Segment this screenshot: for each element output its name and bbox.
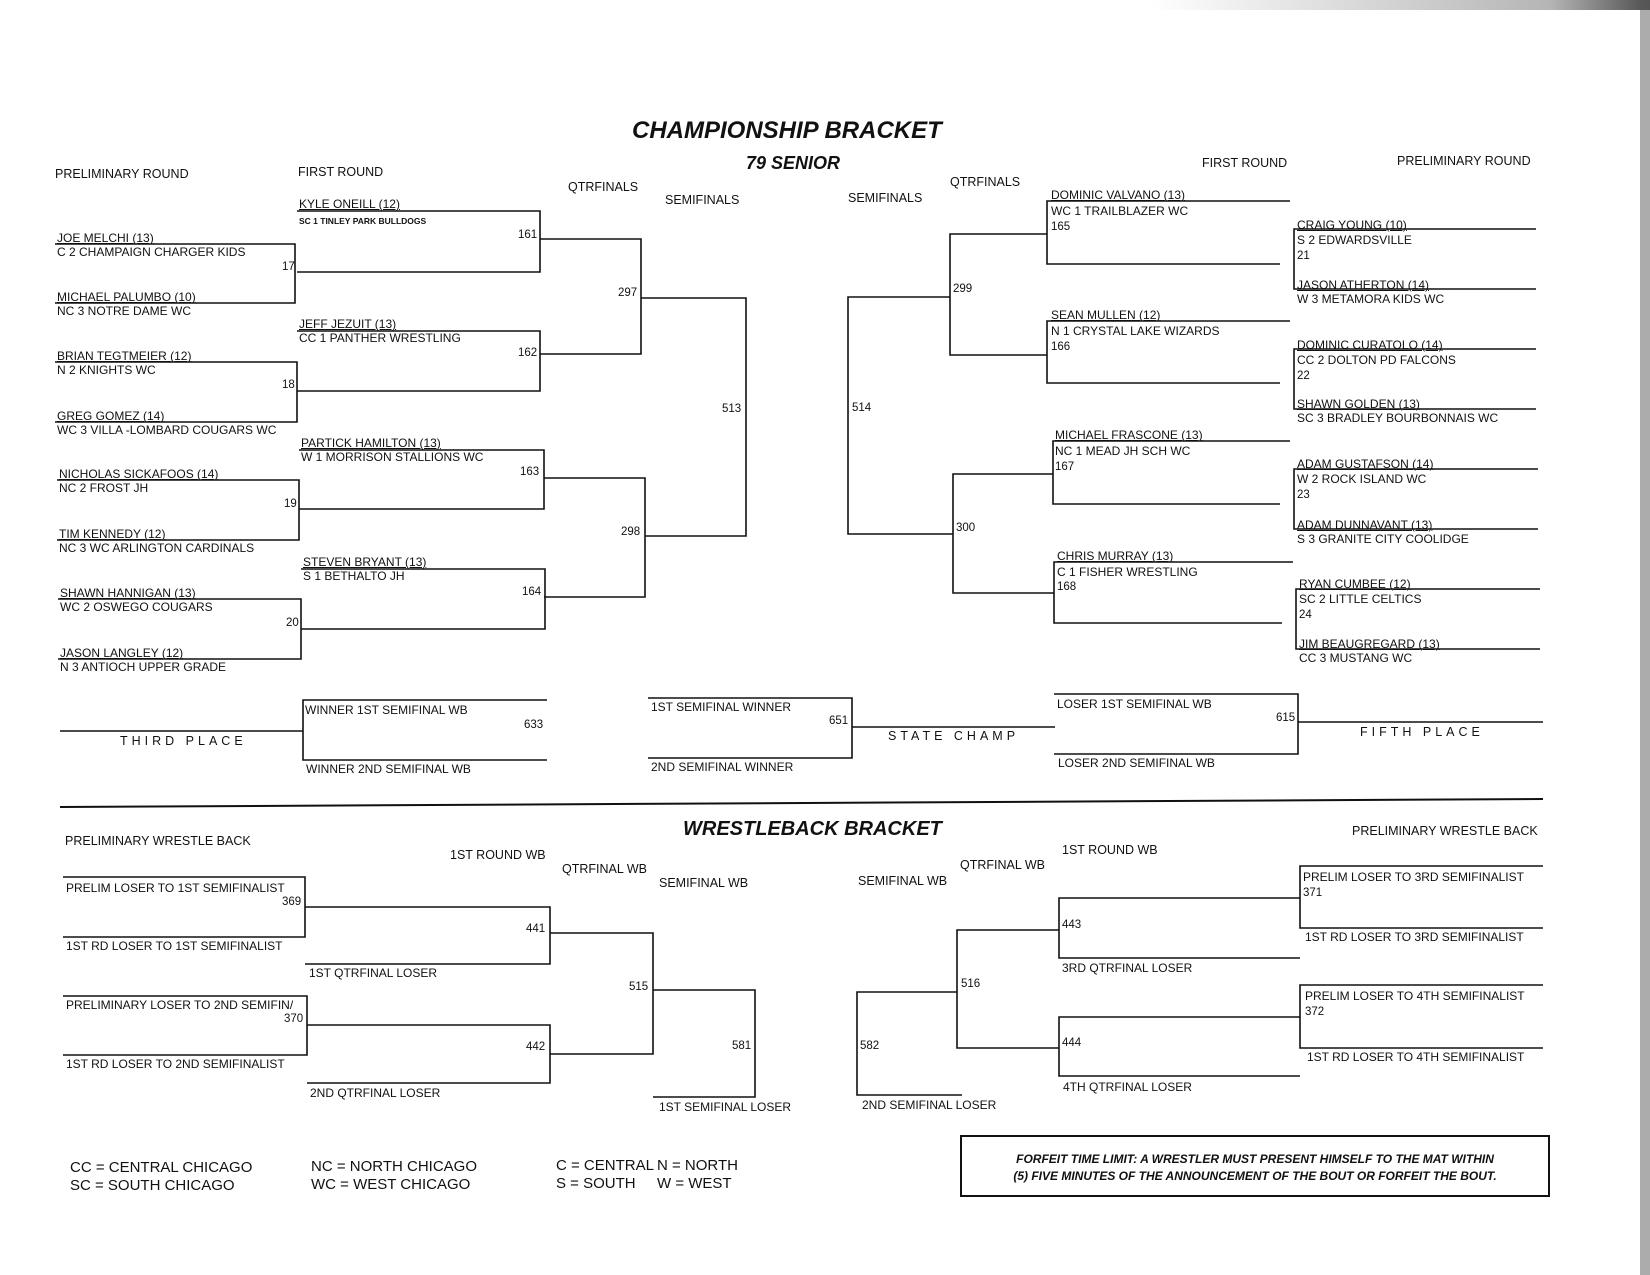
legend-s: S = SOUTH [556,1175,636,1192]
legend-wc: WC = WEST CHICAGO [311,1176,471,1193]
wrestler-name: GREG GOMEZ (14) [57,409,165,423]
fifth-place-label: FIFTH PLACE [1360,725,1484,739]
wrestler-club: N 3 ANTIOCH UPPER GRADE [60,660,227,674]
final-top-slot: 1ST SEMIFINAL WINNER [651,700,792,714]
bout-number: 300 [956,522,976,534]
wrestler-club: W 3 METAMORA KIDS WC [1297,292,1445,306]
weight-class: 79 SENIOR [746,153,841,173]
bout-number: 443 [1062,919,1082,931]
wb-fr-442 [307,1025,550,1083]
hdr-first-round-right: FIRST ROUND [1202,156,1288,170]
wrestler-name: RYAN CUMBEE (12) [1299,577,1411,591]
wrestler-name: SHAWN GOLDEN (13) [1297,397,1420,411]
wb-hdr-1st-round-left: 1ST ROUND WB [450,848,546,862]
wrestler-name: JASON ATHERTON (14) [1297,278,1430,292]
wrestler-club: CC 1 PANTHER WRESTLING [299,331,461,345]
fifth-top-slot: LOSER 1ST SEMIFINAL WB [1057,697,1212,711]
wrestler-club: N 2 KNIGHTS WC [57,363,156,377]
wb-slot: PRELIM LOSER TO 1ST SEMIFINALIST [66,881,285,895]
wrestler-club: CC 2 DOLTON PD FALCONS [1297,353,1456,367]
wrestler-name: JASON LANGLEY (12) [60,646,184,660]
hdr-qtrfinals-left: QTRFINALS [568,180,639,194]
hdr-preliminary-right: PRELIMINARY ROUND [1397,154,1531,168]
bout-number: 21 [1297,250,1310,262]
wrestler-club: WC 3 VILLA -LOMBARD COUGARS WC [57,423,277,437]
wrestler-name: PARTICK HAMILTON (13) [301,436,441,450]
bout-number: 441 [526,923,546,935]
bout-number: 20 [286,617,299,629]
wb-slot: PRELIMINARY LOSER TO 2ND SEMIFIN/ [66,998,294,1012]
state-champ-label: STATE CHAMP [888,729,1020,743]
bout-number: 298 [621,526,641,538]
wb-slot: 1ST RD LOSER TO 1ST SEMIFINALIST [66,939,283,953]
wrestler-name: CHRIS MURRAY (13) [1057,549,1174,563]
wrestler-club: S 1 BETHALTO JH [303,569,405,583]
bout-number: 581 [732,1040,752,1052]
wrestler-club: WC 1 TRAILBLAZER WC [1051,204,1189,218]
wb-slot: PRELIM LOSER TO 3RD SEMIFINALIST [1303,870,1524,884]
wrestler-club: CC 3 MUSTANG WC [1299,651,1413,665]
hdr-qtrfinals-right: QTRFINALS [950,175,1021,189]
third-bottom-slot: WINNER 2ND SEMIFINAL WB [306,762,471,776]
section-divider [60,799,1543,807]
bout-number: 514 [852,402,872,414]
wrestler-club: SC 1 TINLEY PARK BULLDOGS [299,216,427,226]
bout-number: 442 [526,1041,546,1053]
legend-nc: NC = NORTH CHICAGO [311,1158,477,1175]
hdr-preliminary-left: PRELIMINARY ROUND [55,167,189,181]
bout-number: 166 [1051,341,1071,353]
third-place-label: THIRD PLACE [120,734,247,748]
wrestler-name: ADAM GUSTAFSON (14) [1297,457,1434,471]
forfeit-line-2: (5) FIVE MINUTES OF THE ANNOUNCEMENT OF THE BOUT OR FORFEIT THE BOUT. [1013,1169,1497,1183]
hdr-semifinals-right: SEMIFINALS [848,191,923,205]
bout-number: 161 [518,229,538,241]
bout-number: 369 [282,896,302,908]
hdr-first-round-left: FIRST ROUND [298,165,384,179]
wrestler-name: SHAWN HANNIGAN (13) [60,586,196,600]
bout-number: 162 [518,347,538,359]
wrestler-name: JIM BEAUGREGARD (13) [1299,637,1440,651]
wrestler-name: MICHAEL FRASCONE (13) [1055,428,1203,442]
wb-hdr-qtr-left: QTRFINAL WB [562,862,647,876]
bout-number: 370 [284,1013,304,1025]
sf-bracket-514 [848,297,953,534]
bout-number: 22 [1297,370,1310,382]
bracket-title: CHAMPIONSHIP BRACKET [632,117,942,144]
bout-number: 444 [1062,1037,1082,1049]
bout-number: 165 [1051,221,1071,233]
bout-number: 24 [1299,609,1312,621]
wrestler-club: C 2 CHAMPAIGN CHARGER KIDS [57,245,246,259]
bout-number: 515 [629,981,649,993]
wb-hdr-prelim-left: PRELIMINARY WRESTLE BACK [65,834,251,848]
wrestler-club: C 1 FISHER WRESTLING [1057,565,1198,579]
sf-bracket-513 [641,298,746,536]
wb-slot: 4TH QTRFINAL LOSER [1063,1080,1192,1094]
forfeit-notice [960,1135,1550,1197]
wrestler-club: SC 2 LITTLE CELTICS [1299,592,1422,606]
wb-slot: 1ST QTRFINAL LOSER [309,966,438,980]
legend-sc: SC = SOUTH CHICAGO [70,1177,235,1194]
bout-number: 299 [953,283,973,295]
wrestler-name: SEAN MULLEN (12) [1051,308,1161,322]
bout-number: 516 [961,978,981,990]
wb-slot: 1ST SEMIFINAL LOSER [659,1100,792,1114]
wrestler-club: NC 3 WC ARLINGTON CARDINALS [59,541,255,555]
bout-number: 164 [522,586,542,598]
wb-hdr-1st-round-right: 1ST ROUND WB [1062,843,1158,857]
bout-number: 17 [282,261,295,273]
wb-slot: 1ST RD LOSER TO 2ND SEMIFINALIST [66,1057,285,1071]
wb-hdr-qtr-right: QTRFINAL WB [960,858,1045,872]
wrestler-club: NC 3 NOTRE DAME WC [57,304,192,318]
bout-number: 163 [520,466,540,478]
forfeit-line-1: FORFEIT TIME LIMIT: A WRESTLER MUST PRESENT HIMSELF TO THE MAT WITHIN [1016,1152,1494,1166]
bout-number: 615 [1276,712,1296,724]
hdr-semifinals-left: SEMIFINALS [665,193,740,207]
wb-slot: 2ND QTRFINAL LOSER [310,1086,441,1100]
wrestler-club: SC 3 BRADLEY BOURBONNAIS WC [1297,411,1499,425]
wb-slot: PRELIM LOSER TO 4TH SEMIFINALIST [1305,989,1525,1003]
wrestler-club: S 3 GRANITE CITY COOLIDGE [1297,532,1469,546]
wrestler-name: STEVEN BRYANT (13) [303,555,427,569]
final-bottom-slot: 2ND SEMIFINAL WINNER [651,760,794,774]
bout-number: 19 [284,498,297,510]
legend-cc: CC = CENTRAL CHICAGO [70,1159,253,1176]
wb-hdr-prelim-right: PRELIMINARY WRESTLE BACK [1352,824,1538,838]
bout-number: 18 [282,379,295,391]
legend-c: C = CENTRAL [556,1157,654,1174]
bout-number: 297 [618,287,638,299]
wb-slot: 1ST RD LOSER TO 4TH SEMIFINALIST [1307,1050,1525,1064]
bout-number: 582 [860,1040,880,1052]
bout-number: 372 [1305,1006,1325,1018]
wrestler-name: TIM KENNEDY (12) [59,527,166,541]
wb-fr-444 [1059,1017,1300,1076]
wrestler-club: W 2 ROCK ISLAND WC [1297,472,1427,486]
wrestler-name: ADAM DUNNAVANT (13) [1297,518,1433,532]
forfeit-text [962,1151,1548,1185]
wrestler-name: JEFF JEZUIT (13) [299,317,397,331]
wb-slot: 3RD QTRFINAL LOSER [1062,961,1193,975]
wrestler-club: WC 2 OSWEGO COUGARS [60,600,213,614]
wrestler-name: MICHAEL PALUMBO (10) [57,290,196,304]
wrestler-name: NICHOLAS SICKAFOOS (14) [59,467,219,481]
third-top-slot: WINNER 1ST SEMIFINAL WB [305,703,468,717]
wrestler-name: CRAIG YOUNG (10) [1297,218,1407,232]
wb-slot: 2ND SEMIFINAL LOSER [862,1098,997,1112]
wrestler-name: DOMINIC VALVANO (13) [1051,188,1186,202]
wrestleback-title: WRESTLEBACK BRACKET [683,818,942,840]
wrestler-club: S 2 EDWARDSVILLE [1297,233,1412,247]
wrestler-club: N 1 CRYSTAL LAKE WIZARDS [1051,324,1220,338]
bout-number: 168 [1057,581,1077,593]
wb-hdr-semi-right: SEMIFINAL WB [858,874,948,888]
wb-slot: 1ST RD LOSER TO 3RD SEMIFINALIST [1305,930,1524,944]
bout-number: 651 [829,715,849,727]
wrestler-name: BRIAN TEGTMEIER (12) [57,349,192,363]
legend-n: N = NORTH [657,1157,738,1174]
wrestler-name: DOMINIC CURATOLO (14) [1297,338,1443,352]
bout-number: 371 [1303,887,1323,899]
bout-number: 633 [524,719,544,731]
wrestler-club: W 1 MORRISON STALLIONS WC [301,450,484,464]
bout-number: 23 [1297,489,1310,501]
wrestler-name: JOE MELCHI (13) [57,231,154,245]
wrestler-club: NC 2 FROST JH [59,481,149,495]
wrestler-club: NC 1 MEAD JH SCH WC [1055,444,1191,458]
wb-fr-441 [305,907,550,964]
wb-fr-443 [1059,898,1300,958]
legend-w: W = WEST [657,1175,732,1192]
wb-hdr-semi-left: SEMIFINAL WB [659,876,749,890]
bout-number: 513 [722,403,742,415]
wrestler-name: KYLE ONEILL (12) [299,197,400,211]
bout-number: 167 [1055,461,1075,473]
fifth-bottom-slot: LOSER 2ND SEMIFINAL WB [1058,756,1215,770]
